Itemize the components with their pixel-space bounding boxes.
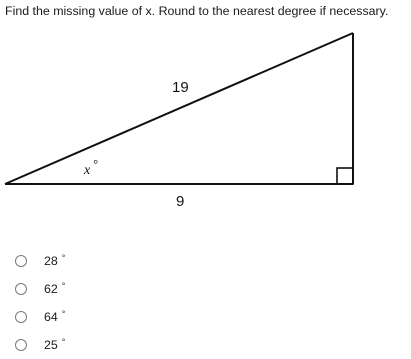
answer-option-4[interactable] [15, 335, 65, 355]
answer-option-value: 64 [44, 310, 58, 324]
answer-option-label [44, 282, 65, 296]
triangle-hypotenuse-line [5, 33, 353, 184]
question-text: Find the missing value of x. Round to the nearest degree if necessary. [5, 4, 389, 18]
answer-option-label [44, 338, 65, 352]
radio-button[interactable] [15, 255, 27, 267]
degree-symbol: ° [61, 337, 66, 347]
answer-option-value: 62 [44, 282, 58, 296]
answer-option-value: 28 [44, 254, 58, 268]
degree-symbol: ° [61, 253, 66, 263]
hypotenuse-label: 19 [172, 79, 189, 96]
degree-symbol: ° [61, 281, 66, 291]
angle-degree-symbol: ° [93, 157, 99, 171]
degree-symbol: ° [61, 309, 66, 319]
base-label: 9 [176, 193, 185, 210]
answer-option-value: 25 [44, 338, 58, 352]
answer-option-2[interactable] [15, 279, 65, 299]
answer-option-label [44, 254, 65, 268]
angle-label [84, 157, 99, 178]
radio-button[interactable] [15, 311, 27, 323]
answer-option-1[interactable] [15, 251, 65, 271]
answer-option-label [44, 310, 65, 324]
right-angle-marker [337, 168, 353, 184]
radio-button[interactable] [15, 283, 27, 295]
angle-variable: x [84, 163, 91, 178]
answer-option-3[interactable] [15, 307, 65, 327]
radio-button[interactable] [15, 339, 27, 351]
